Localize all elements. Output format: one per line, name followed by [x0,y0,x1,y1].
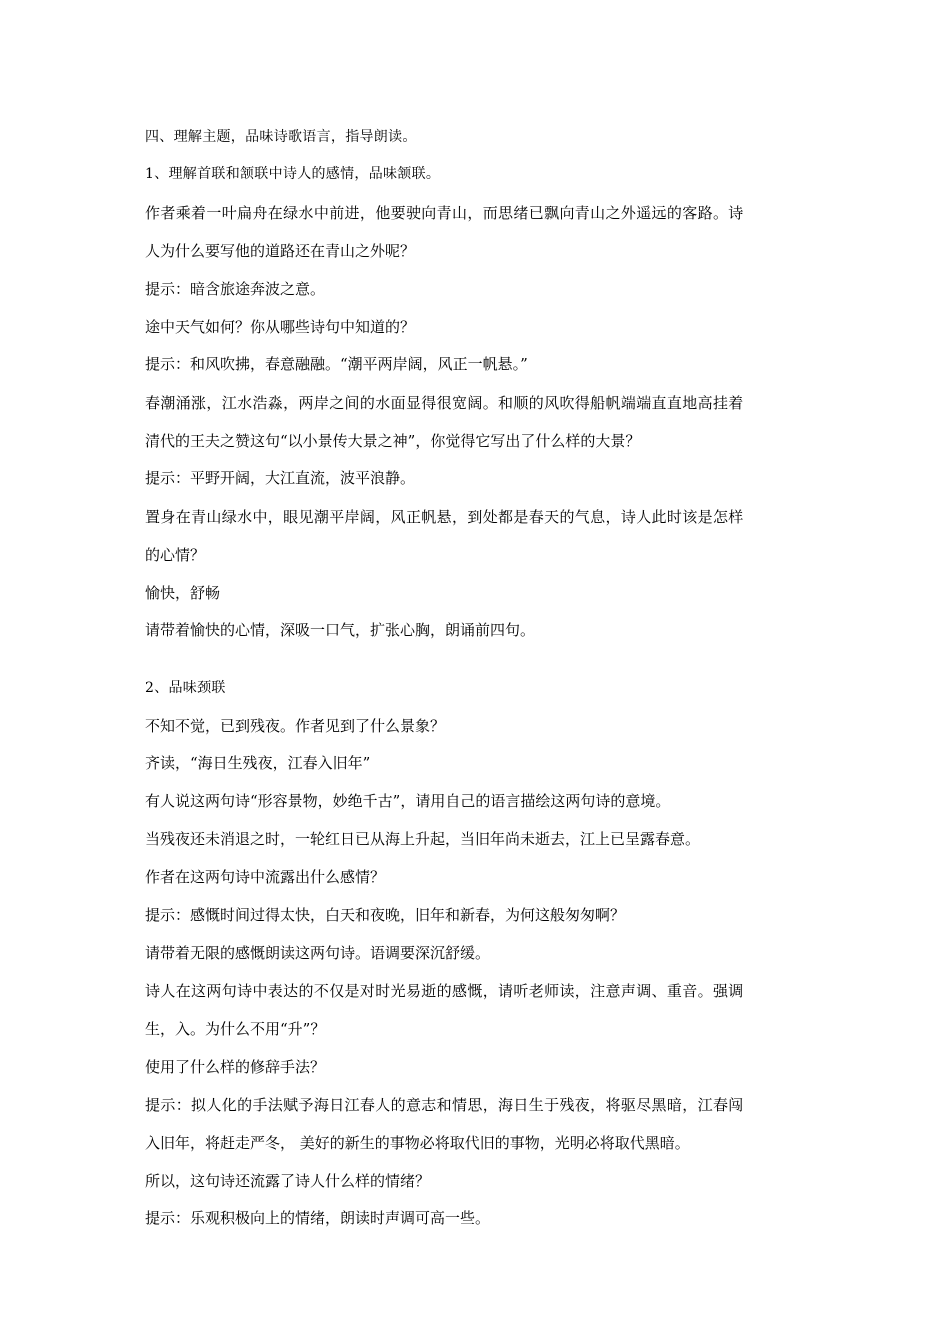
hint-line: 提示：和风吹拂，春意融融。“潮平两岸阔，风正一帆悬。” [145,355,528,373]
instruction-line: 齐读，“海日生残夜，江春入旧年” [145,754,371,772]
question-line: 途中天气如何？你从哪些诗句中知道的？ [145,318,416,336]
question-line: 清代的王夫之赞这句“以小景传大景之神”，你觉得它写出了什么样的大景？ [145,432,641,450]
question-line: 作者在这两句诗中流露出什么感情？ [145,868,386,886]
question-line: 使用了什么样的修辞手法？ [145,1058,326,1076]
paragraph-line: 生，入。为什么不用“升”？ [145,1020,326,1038]
paragraph-line: 当残夜还未消退之时，一轮红日已从海上升起，当旧年尚未逝去，江上已呈露春意。 [145,830,701,848]
subsection-heading: 2、品味颈联 [145,680,226,696]
paragraph-line: 人为什么要写他的道路还在青山之外呢？ [145,242,416,260]
instruction-line: 请带着无限的感慨朗读这两句诗。语调要深沉舒缓。 [145,944,491,962]
hint-line: 提示：乐观积极向上的情绪，朗读时声调可高一些。 [145,1209,491,1227]
paragraph-line: 的心情？ [145,546,206,564]
question-line: 所以，这句诗还流露了诗人什么样的情绪？ [145,1172,431,1190]
paragraph-line: 诗人在这两句诗中表达的不仅是对时光易逝的感慨，请听老师读，注意声调、重音。强调 [145,982,744,1000]
instruction-line: 请带着愉快的心情，深吸一口气，扩张心胸，朗诵前四句。 [145,621,536,639]
subsection-heading: 1、理解首联和颔联中诗人的感情，品味颔联。 [145,166,441,182]
paragraph-line: 入旧年，将赶走严冬， 美好的新生的事物必将取代旧的事物，光明必将取代黑暗。 [145,1134,690,1152]
hint-line: 提示：暗含旅途奔波之意。 [145,280,326,298]
hint-line: 提示：平野开阔，大江直流，波平浪静。 [145,469,416,487]
paragraph-line: 置身在青山绿水中，眼见潮平岸阔，风正帆悬，到处都是春天的气息，诗人此时该是怎样 [145,508,744,526]
answer-line: 愉快，舒畅 [145,584,221,602]
paragraph-line: 春潮涌涨，江水浩淼，两岸之间的水面显得很宽阔。和顺的风吹得船帆端端直直地高挂着 [145,394,744,412]
question-line: 不知不觉，已到残夜。作者见到了什么景象？ [145,717,446,735]
question-line: 有人说这两句诗“形容景物，妙绝千古”，请用自己的语言描绘这两句诗的意境。 [145,792,671,810]
section-heading: 四、理解主题，品味诗歌语言，指导朗读。 [145,129,417,145]
hint-line: 提示：拟人化的手法赋予海日江春人的意志和情思，海日生于残夜，将驱尽黑暗，江春闯 [145,1096,744,1114]
paragraph-line: 作者乘着一叶扁舟在绿水中前进，他要驶向青山，而思绪已飘向青山之外遥远的客路。诗 [145,204,744,222]
hint-line: 提示：感慨时间过得太快，白天和夜晚，旧年和新春，为何这般匆匆啊？ [145,906,626,924]
